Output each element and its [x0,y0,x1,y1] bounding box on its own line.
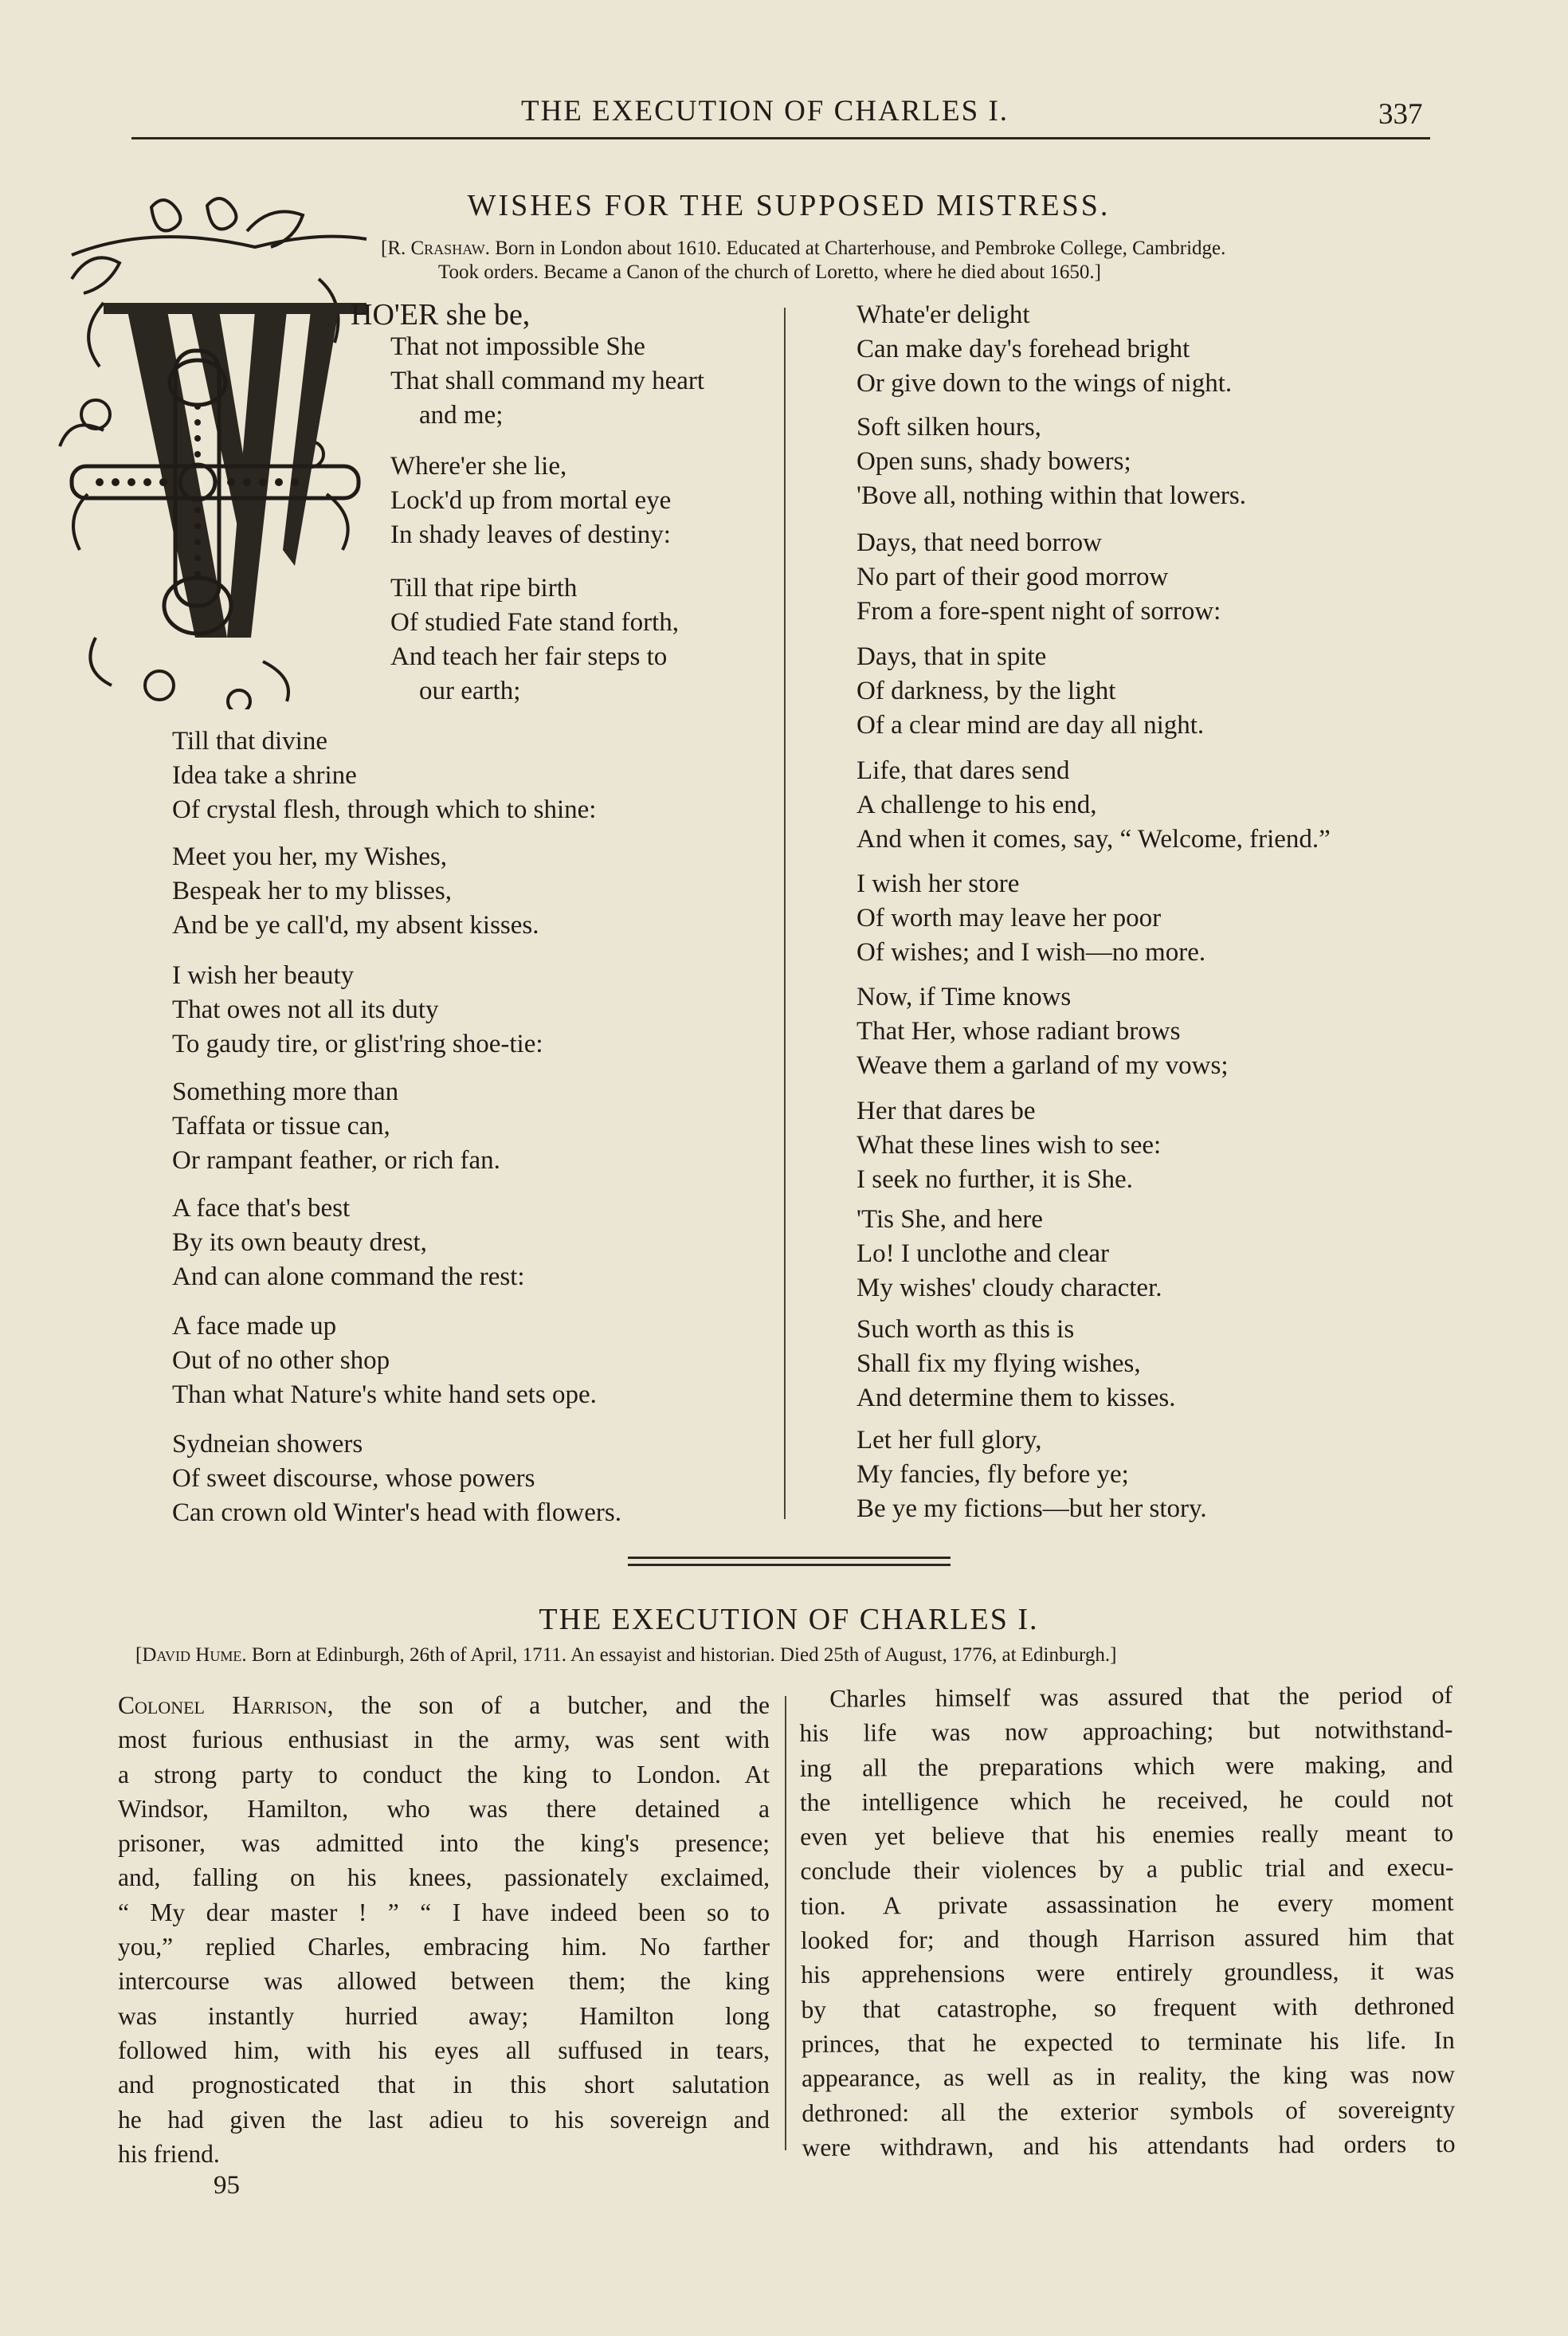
poem-line: Meet you her, my Wishes, [172,842,448,871]
page-number: 337 [1378,98,1423,131]
prose-line: followed him, with his eyes all suffused in tears, [118,2036,770,2064]
poem-column-divider [784,308,786,1519]
poem-line: 'Tis She, and here [857,1205,1043,1234]
poem-line: Soft silken hours, [857,413,1041,442]
initial-letter [347,294,367,315]
prose-line: and, falling on his knees, passionately exclaimed, [118,1863,770,1892]
poem-line: Now, if Time knows [857,983,1072,1011]
stanza-right-2 [857,410,1246,513]
poem-line: To gaudy tire, or glist'ring shoe-tie: [172,1030,543,1058]
poem-line: Be ye my fictions—but her story. [857,1494,1207,1523]
poem-line: Can make day's forehead bright [857,335,1190,363]
poem-line: I wish her beauty [172,961,355,990]
poem-line: Till that ripe birth [390,574,578,603]
folio-number: 95 [214,2171,240,2200]
prose-left-column [118,1688,770,2171]
stanza-right-9 [857,1203,1162,1305]
poem-line: That owes not all its duty [172,995,439,1024]
poem-line: From a fore-spent night of sorrow: [857,597,1221,626]
stanza-right-7 [857,980,1229,1083]
poem-line: Days, that need borrow [857,528,1102,557]
poem-line: Till that divine [172,727,327,756]
poem-line: Of darkness, by the light [857,677,1116,705]
prose-line: he had given the last adieu to his sovereign and [118,2105,770,2134]
prose-line: intercourse was allowed between them; the king [118,1967,770,1996]
poem-line: That not impossible She [390,332,645,361]
prose-line: was instantly hurried away; Hamilton long [118,2001,770,2030]
stanza-right-10 [857,1313,1176,1415]
poem-line: A face made up [172,1312,337,1341]
poem-line: And teach her fair steps to [390,642,668,671]
poem-line: No part of their good morrow [857,563,1169,591]
prose-line: Charles himself was assured that the period of [829,1680,1453,1713]
section-title: THE EXECUTION OF CHARLES I. [539,1603,1039,1636]
poem-line: And when it comes, say, “ Welcome, friend.” [857,825,1331,854]
poem-line: Out of no other shop [172,1346,390,1375]
poem-line: Something more than [172,1078,399,1106]
poem-line: Let her full glory, [857,1426,1042,1455]
poem-attribution-text: Born in London about 1610. Educated at Charterhouse, and Pembroke College, Cambridge. [495,238,1226,259]
poem-line: Weave them a garland of my vows; [857,1051,1229,1080]
poem-line: I wish her store [857,870,1020,898]
prose-line: you,” replied Charles, embracing him. No farther [118,1933,770,1961]
poem-author: [R. Crashaw. [381,238,490,259]
poem-line: Her that dares be [857,1097,1036,1125]
stanza-left-7 [172,1075,500,1178]
stanza-left-5 [172,840,539,943]
prose-line: by that catastrophe, so frequent with dethroned [801,1991,1455,2024]
poem-line: Shall fix my flying wishes, [857,1349,1141,1378]
initial-w-continuation [351,297,530,332]
poem-line: Life, that dares send [857,756,1070,785]
running-head-title: THE EXECUTION OF CHARLES I. [520,95,1009,128]
poem-line: Days, that in spite [857,642,1047,671]
stanza-right-3 [857,526,1221,629]
poem-line: By its own beauty drest, [172,1228,427,1257]
prose-line: his friend. [118,2139,220,2168]
poem-line: Whate'er delight [857,300,1030,329]
prose-line: the intelligence which he received, he could not [799,1784,1454,1816]
poem-line: Can crown old Winter's head with flowers. [172,1498,621,1527]
prose-attribution-text: Born at Edinburgh, 26th of April, 1711. An essayist and historian. Died 25th of August, 1776, at Edinburgh.] [251,1644,1117,1666]
prose-line: even yet believe that his enemies really meant to [800,1819,1454,1851]
stanza-right-5 [857,754,1331,857]
stanza-left-9 [172,1309,597,1412]
stanza-left-8 [172,1192,525,1294]
stanza-right-6 [857,867,1205,970]
prose-column-divider [785,1696,786,2150]
poem-line: Of worth may leave her poor [857,904,1162,932]
poem-line: Or rampant feather, or rich fan. [172,1146,500,1175]
prose-attribution [135,1644,1116,1667]
poem-line: Of a clear mind are day all night. [857,711,1205,740]
prose-line: looked for; and though Harrison assured him that [800,1922,1455,1955]
prose-line: appearance, as well as in reality, the king was now [801,2060,1456,2093]
ornamental-initial-w [56,191,370,709]
poem-line: And be ye call'd, my absent kisses. [172,911,539,940]
poem-line: Bespeak her to my blisses, [172,877,453,905]
poem-line: Sydneian showers [172,1430,363,1459]
poem-attribution-line-1 [381,238,1225,260]
poem-line: Such worth as this is [857,1315,1075,1344]
poem-line: Idea take a shrine [172,761,357,790]
poem-line: In shady leaves of destiny: [390,520,671,549]
poem-line: That shall command my heart [390,367,705,395]
stanza-right-4 [857,640,1204,743]
poem-line: What these lines wish to see: [857,1131,1162,1160]
first-line-rest: HO'ER she be, [351,298,531,332]
prose-line: his life was now approaching; but notwithstand- [799,1715,1453,1748]
section-double-rule-top [628,1557,951,1559]
prose-line: Windsor, Hamilton, who was there detained a [118,1794,770,1823]
stanza-right-1 [857,298,1232,401]
poem-line: Taffata or tissue can, [172,1112,390,1141]
stanza-right-11 [857,1423,1207,1526]
stanza-left-4 [172,724,596,827]
prose-line: were withdrawn, and his attendants had orders to [802,2129,1456,2161]
prose-author: [David Hume. [135,1644,247,1666]
poem-line: and me; [419,401,504,430]
prose-line: ing all the preparations which were making, and [799,1749,1453,1782]
stanza-left-1 [390,330,704,433]
prose-line: his apprehensions were entirely groundless, it was [801,1957,1455,1989]
ornamental-initial-w-icon [56,191,370,709]
poem-attribution-line-2: Took orders. Became a Canon of the church of Loretto, where he died about 1650.] [438,261,1101,283]
poem-line: And can alone command the rest: [172,1262,525,1291]
stanza-left-10 [172,1427,621,1530]
poem-line: A face that's best [172,1194,351,1223]
poem-line: Of crystal flesh, through which to shine: [172,795,597,824]
prose-lead-name: Colonel Harrison, [118,1691,334,1719]
poem-line: My fancies, fly before ye; [857,1460,1129,1489]
prose-line: and prognosticated that in this short salutation [118,2071,770,2099]
prose-line: prisoner, was admitted into the king's presence; [118,1829,770,1858]
poem-line: My wishes' cloudy character. [857,1274,1162,1302]
poem-line: Or give down to the wings of night. [857,369,1233,398]
stanza-left-6 [172,959,543,1062]
prose-line: tion. A private assassination he every moment [800,1887,1454,1920]
poem-title: WISHES FOR THE SUPPOSED MISTRESS. [467,189,1111,222]
prose-right-column [799,1678,1456,2165]
stanza-left-3 [390,571,679,709]
prose-line: most furious enthusiast in the army, was sent with [118,1725,770,1754]
poem-line: our earth; [419,677,521,705]
poem-line: Of studied Fate stand forth, [390,608,680,637]
poem-line: That Her, whose radiant brows [857,1017,1181,1046]
poem-line: Lo! I unclothe and clear [857,1239,1110,1268]
stanza-right-8 [857,1094,1161,1197]
poem-line: 'Bove all, nothing within that lowers. [857,481,1246,510]
poem-line: A challenge to his end, [857,791,1097,819]
poem-line: Open suns, shady bowers; [857,447,1131,476]
prose-line: princes, that he expected to terminate his life. In [801,2025,1455,2058]
poem-line: And determine them to kisses. [857,1384,1176,1412]
poem-line: Lock'd up from mortal eye [390,486,672,515]
poem-line: Of sweet discourse, whose powers [172,1464,535,1493]
prose-line: conclude their violences by a public trial and execu- [800,1853,1454,1886]
prose-line: Colonel Harrison, the son of a butcher, and the [118,1691,770,1719]
prose-line: dethroned: all the exterior symbols of sovereignty [802,2095,1456,2127]
poem-line: Where'er she lie, [390,452,567,481]
poem-line: I seek no further, it is She. [857,1165,1133,1194]
header-rule [131,137,1430,139]
stanza-left-2 [390,450,671,552]
prose-line: a strong party to conduct the king to London. At [118,1760,770,1788]
section-double-rule-bottom [628,1564,951,1566]
prose-line: “ My dear master ! ” “ I have indeed been so to [118,1898,770,1926]
poem-line: Than what Nature's white hand sets ope. [172,1380,597,1409]
poem-line: Of wishes; and I wish—no more. [857,938,1206,967]
